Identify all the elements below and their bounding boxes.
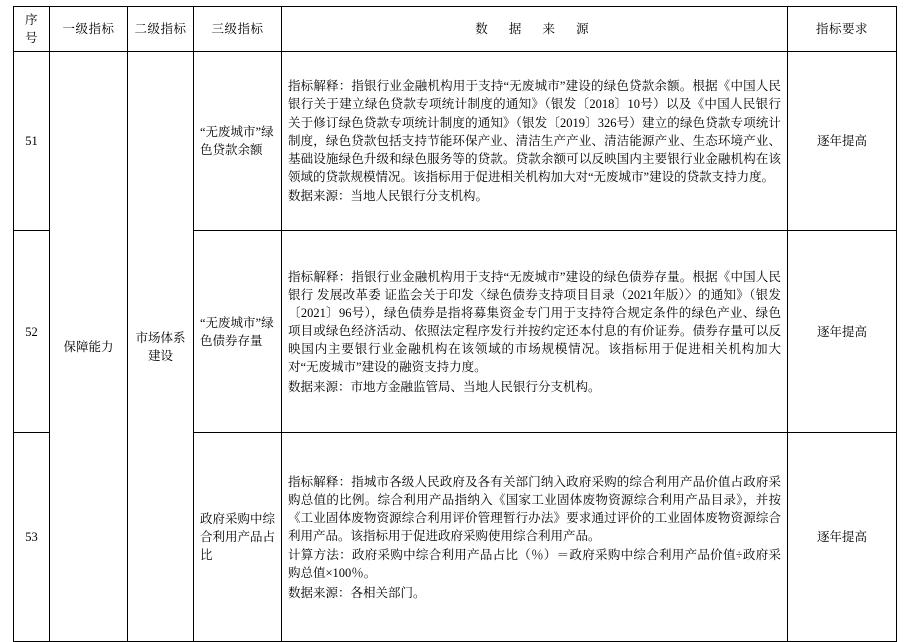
- data-source-paragraph: 数据来源：市地方金融监管局、当地人民银行分支机构。: [288, 379, 601, 394]
- column-header-seq: 序号: [14, 7, 50, 52]
- data-source-paragraph: 数据来源：各相关部门。: [288, 585, 426, 600]
- column-header-level1: 一级指标: [50, 7, 128, 52]
- cell-level3: “无废城市”绿色债券存量: [194, 231, 282, 433]
- cell-requirement: 逐年提高: [788, 231, 897, 433]
- column-header-level2: 二级指标: [128, 7, 194, 52]
- indicator-table: [13, 6, 897, 642]
- cell-level2: 市场体系建设: [128, 52, 194, 642]
- cell-data-source: [282, 433, 788, 642]
- column-header-data-source-text: 数 据 来 源: [475, 22, 598, 37]
- table-header: [14, 7, 897, 52]
- table-body: [14, 52, 897, 642]
- data-source-paragraph: 指标解释：指城市各级人民政府及各有关部门纳入政府采购的综合利用产品价值占政府采购总值的比例。综合利用产品指纳入《国家工业固体废物资源综合利用产品目录》，并按《工业固体废物资源综合利用评价管理暂行办法》要求通过评价的工业固体废物资源综合利用产品。该指标用于促进政府采购使用综合利用产品。: [288, 474, 781, 544]
- cell-data-source: [282, 52, 788, 231]
- table-row: [14, 52, 897, 231]
- cell-seq: 53: [14, 433, 50, 642]
- data-source-paragraph: 指标解释：指银行业金融机构用于支持“无废城市”建设的绿色债券存量。根据《中国人民银行 发展改革委 证监会关于印发〈绿色债券支持项目目录（2021年版）〉的通知》（银发〔2021〕96号），绿色债券是指将募集资金专门用于支持符合规定条件的绿色产业、绿色项目或绿色经济活动、依照法定程序发行并按约定还本付息的有价证券。债券存量可以反映国内主要银行业金融机构在该领域的市场规模情况。该指标用于促进相关机构加大对“无废城市”建设的融资支持力度。: [288, 269, 781, 375]
- cell-level3: “无废城市”绿色贷款余额: [194, 52, 282, 231]
- cell-seq: 51: [14, 52, 50, 231]
- cell-level1: 保障能力: [50, 52, 128, 642]
- cell-seq: 52: [14, 231, 50, 433]
- data-source-paragraph: 数据来源：当地人民银行分支机构。: [288, 189, 489, 204]
- cell-level3: 政府采购中综合利用产品占比: [194, 433, 282, 642]
- column-header-data-source: [282, 7, 788, 52]
- cell-requirement: 逐年提高: [788, 52, 897, 231]
- data-source-paragraph: 计算方法：政府采购中综合利用产品占比（％）＝政府采购中综合利用产品价值÷政府采购总值×100％。: [288, 548, 781, 581]
- column-header-requirement: 指标要求: [788, 7, 897, 52]
- table-header-row: [14, 7, 897, 52]
- column-header-level3: 三级指标: [194, 7, 282, 52]
- data-source-paragraph: 指标解释：指银行业金融机构用于支持“无废城市”建设的绿色贷款余额。根据《中国人民银行关于建立绿色贷款专项统计制度的通知》（银发〔2018〕10号）以及《中国人民银行关于修订绿色贷款专项统计制度的通知》（银发〔2019〕326号）建立的绿色贷款专项统计制度，绿色贷款包括支持节能环保产业、清洁生产产业、清洁能源产业、生态环境产业、基础设施绿色升级和绿色服务等的贷款。贷款余额可以反映国内主要银行业金融机构在该领域的贷款规模情况。该指标用于促进相关机构加大对“无废城市”建设的贷款支持力度。: [288, 79, 781, 184]
- cell-data-source: [282, 231, 788, 433]
- document-page: [0, 6, 909, 632]
- cell-requirement: 逐年提高: [788, 433, 897, 642]
